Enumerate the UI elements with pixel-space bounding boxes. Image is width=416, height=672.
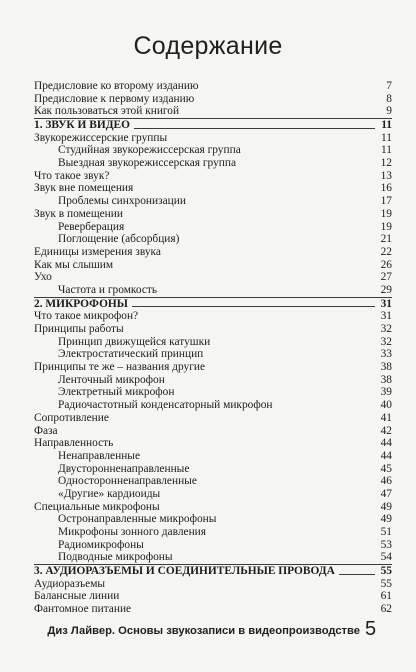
- toc-entry-title: Микрофоны зонного давления: [58, 526, 207, 539]
- toc-entry: [34, 336, 392, 349]
- toc-page-number: 19: [380, 207, 392, 220]
- toc-entry: [34, 387, 392, 400]
- toc-entry-title: Студийная звукорежиссерская группа: [58, 144, 241, 157]
- toc-page-number: 13: [380, 169, 392, 182]
- toc-entry-title: Звук в помещении: [34, 207, 123, 220]
- toc-entry-title: Электретный микрофон: [58, 386, 175, 399]
- running-title: Диз Лайвер. Основы звукозаписи в видеопроизводстве: [47, 625, 360, 637]
- toc-entry-title: Принцип движущейся катушки: [58, 335, 211, 348]
- toc-entry: [34, 551, 392, 564]
- toc-entry: [34, 157, 392, 170]
- toc-entry: [34, 93, 392, 106]
- toc-page-number: 12: [380, 157, 392, 170]
- toc-entry: [34, 221, 392, 234]
- toc-entry: [34, 374, 392, 387]
- toc-entry: [34, 348, 392, 361]
- toc-page-number: 33: [380, 348, 392, 361]
- toc-page-number: 31: [380, 310, 392, 323]
- toc-entry-title: Специальные микрофоны: [34, 500, 160, 513]
- toc-entry-title: Предисловие ко второму изданию: [34, 79, 199, 92]
- toc-entry-title: «Другие» кардиоиды: [58, 487, 161, 500]
- toc-entry: [34, 578, 392, 591]
- toc-entry: [34, 591, 392, 604]
- toc-entry: [34, 463, 392, 476]
- toc-page-number: 40: [380, 399, 392, 412]
- toc-page-number: 32: [380, 335, 392, 348]
- toc-section-heading: [34, 564, 392, 578]
- toc-page-number: 31: [380, 297, 392, 310]
- toc-page-number: 62: [380, 603, 392, 616]
- toc-entry: [34, 603, 392, 616]
- toc-page-number: 49: [380, 513, 392, 526]
- toc-entry: [34, 361, 392, 374]
- toc-entry: [34, 233, 392, 246]
- toc-entry: [34, 425, 392, 438]
- toc-entry-title: Балансные линии: [34, 590, 120, 603]
- toc-page-number: 42: [380, 424, 392, 437]
- toc-entry-title: Ненаправленные: [58, 449, 140, 462]
- section-rule: [134, 128, 375, 129]
- toc-entry: [34, 310, 392, 323]
- toc-entry: [34, 526, 392, 539]
- toc-entry: [34, 323, 392, 336]
- toc-entry-title: Сопротивление: [34, 411, 109, 424]
- toc-entry: [34, 195, 392, 208]
- toc-page-number: 22: [380, 245, 392, 258]
- toc-page-number: 39: [380, 386, 392, 399]
- toc-page-number: 32: [380, 323, 392, 336]
- toc-page-number: 19: [380, 220, 392, 233]
- toc-entry: [34, 513, 392, 526]
- toc-section-heading: [34, 297, 392, 311]
- toc-entry-title: 3. АУДИОРАЗЪЕМЫ И СОЕДИНИТЕЛЬНЫЕ ПРОВОДА: [34, 565, 335, 578]
- toc-page-number: 11: [381, 119, 392, 132]
- toc-page-number: 44: [380, 449, 392, 462]
- toc-page-number: 46: [380, 475, 392, 488]
- toc-entry-title: Частота и громкость: [58, 283, 158, 296]
- toc-entry: [34, 488, 392, 501]
- toc-page-number: 17: [380, 195, 392, 208]
- toc-entry: [34, 450, 392, 463]
- toc-entry-title: Поглощение (абсорбция): [58, 233, 180, 246]
- toc-page-number: 61: [380, 590, 392, 603]
- toc-entry: [34, 246, 392, 259]
- toc-entry: [34, 437, 392, 450]
- toc-entry-title: Электростатический принцип: [58, 348, 204, 361]
- toc-entry-title: Единицы измерения звука: [34, 245, 161, 258]
- toc-page-number: 11: [381, 144, 392, 157]
- toc-entry-title: Направленность: [34, 437, 114, 450]
- toc-page-number: 38: [380, 361, 392, 374]
- toc-entry-title: Выездная звукорежиссерская группа: [58, 157, 237, 170]
- toc-entry: [34, 539, 392, 552]
- toc-entry: [34, 259, 392, 272]
- section-rule: [339, 574, 375, 575]
- toc-entry: [34, 501, 392, 514]
- toc-entry: [34, 412, 392, 425]
- toc-page-number: 53: [380, 538, 392, 551]
- toc-entry-title: Ленточный микрофон: [58, 373, 165, 386]
- toc-entry-title: Аудиоразъемы: [34, 577, 106, 590]
- toc-page-number: 47: [380, 487, 392, 500]
- page-number: 5: [365, 618, 377, 640]
- table-of-contents: [34, 80, 392, 616]
- toc-entry-title: Принципы те же – названия другие: [34, 361, 206, 374]
- toc-entry-title: Что такое микрофон?: [34, 310, 139, 323]
- toc-page-number: 51: [380, 526, 392, 539]
- toc-page-number: 49: [380, 500, 392, 513]
- toc-entry: [34, 132, 392, 145]
- toc-entry: [34, 80, 392, 93]
- toc-entry-title: Радиомикрофоны: [58, 538, 144, 551]
- toc-entry-title: Фантомное питание: [34, 603, 132, 616]
- toc-entry-title: 1. ЗВУК И ВИДЕО: [34, 119, 131, 132]
- toc-entry: [34, 271, 392, 284]
- toc-page-number: 41: [380, 411, 392, 424]
- toc-page-number: 21: [380, 233, 392, 246]
- toc-entry-title: Ухо: [34, 271, 52, 284]
- toc-section-heading: [34, 118, 392, 132]
- toc-page-number: 11: [381, 131, 392, 144]
- toc-entry-title: Реверберация: [58, 220, 125, 233]
- toc-entry-title: Звукорежиссерские группы: [34, 131, 168, 144]
- toc-entry-title: Звук вне помещения: [34, 182, 134, 195]
- toc-entry: [34, 399, 392, 412]
- toc-page-number: 29: [380, 283, 392, 296]
- page-title: Содержание: [133, 32, 283, 60]
- toc-entry-title: Что такое звук?: [34, 169, 110, 182]
- toc-entry-title: Подводные микрофоны: [58, 551, 173, 564]
- toc-entry-title: Принципы работы: [34, 323, 124, 336]
- toc-page-number: 45: [380, 462, 392, 475]
- toc-page-number: 7: [386, 79, 392, 92]
- toc-entry-title: Остронаправленные микрофоны: [58, 513, 217, 526]
- toc-entry: [34, 105, 392, 118]
- section-rule: [132, 306, 375, 307]
- toc-entry-title: Радиочастотный конденсаторный микрофон: [58, 399, 273, 412]
- toc-page-number: 55: [380, 577, 392, 590]
- toc-entry-title: Проблемы синхронизации: [58, 195, 186, 208]
- toc-entry: [34, 170, 392, 183]
- toc-page-number: 9: [386, 105, 392, 118]
- toc-entry-title: Предисловие к первому изданию: [34, 92, 195, 105]
- toc-entry-title: Как мы слышим: [34, 258, 114, 271]
- toc-entry-title: Односторонненаправленные: [58, 475, 197, 488]
- toc-page-number: 26: [380, 258, 392, 271]
- toc-page-number: 55: [380, 565, 392, 578]
- toc-entry-title: Фаза: [34, 424, 58, 437]
- toc-page-number: 38: [380, 373, 392, 386]
- toc-entry-title: 2. МИКРОФОНЫ: [34, 297, 128, 310]
- toc-page-number: 54: [380, 551, 392, 564]
- toc-page-number: 44: [380, 437, 392, 450]
- toc-entry-title: Двусторонненаправленные: [58, 462, 190, 475]
- toc-entry-title: Как пользоваться этой книгой: [34, 105, 180, 118]
- toc-entry: [34, 284, 392, 297]
- toc-entry: [34, 475, 392, 488]
- toc-entry: [34, 208, 392, 221]
- toc-page-number: 8: [386, 92, 392, 105]
- toc-entry: [34, 144, 392, 157]
- toc-page-number: 16: [380, 182, 392, 195]
- toc-page-number: 27: [380, 271, 392, 284]
- toc-entry: [34, 183, 392, 196]
